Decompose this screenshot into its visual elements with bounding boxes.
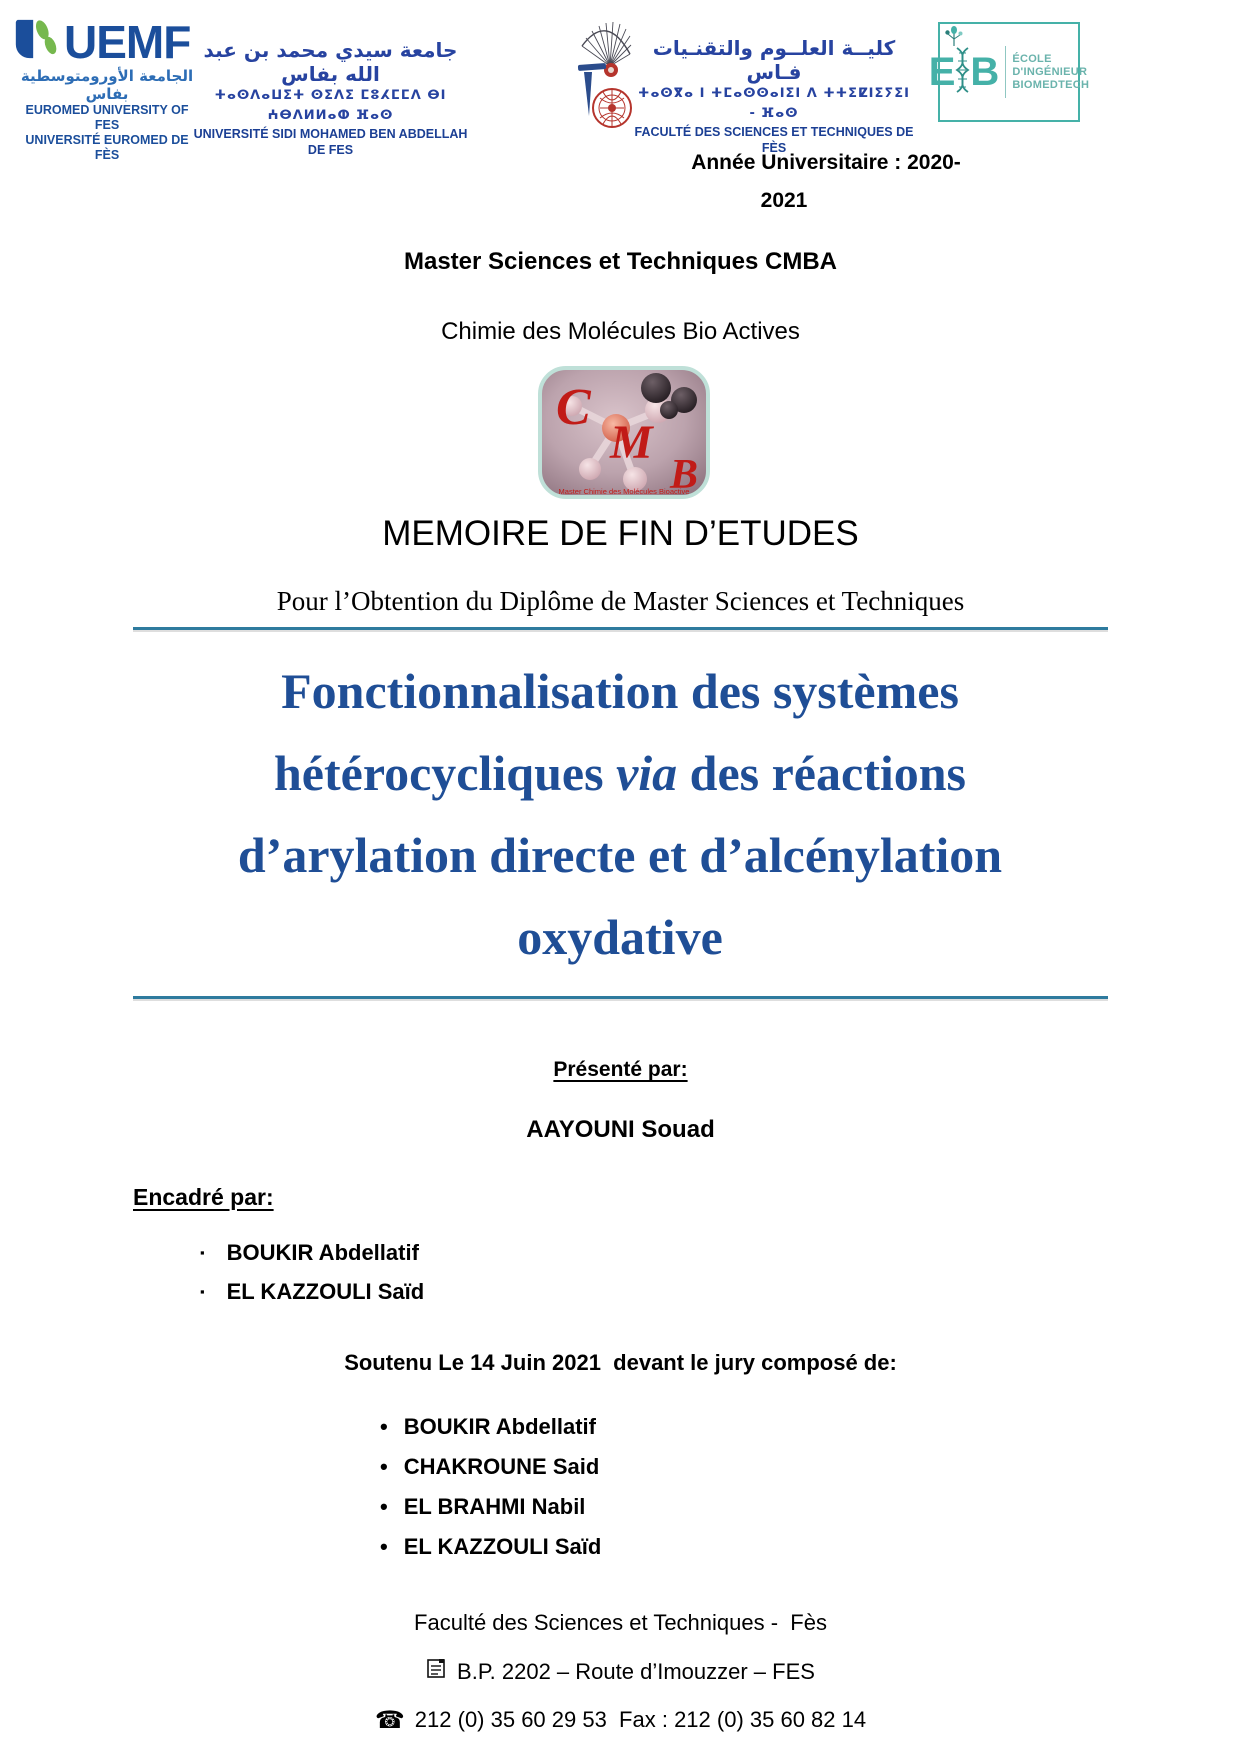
supervised-by-label: Encadré par: bbox=[133, 1184, 274, 1210]
uemf-name-fr: UNIVERSITÉ EUROMED DE FÈS bbox=[25, 133, 189, 162]
round-bullet-icon: • bbox=[380, 1494, 388, 1519]
jury-member-item bbox=[380, 1454, 601, 1480]
supervisor-name: EL KAZZOULI Saïd bbox=[226, 1279, 425, 1304]
diploma-subheading: Pour l’Obtention du Diplôme de Master Sciences et Techniques bbox=[276, 586, 965, 616]
cmb-letter-c: C bbox=[556, 379, 591, 436]
eib-dna-icon bbox=[955, 47, 970, 98]
separator-rule-bottom bbox=[133, 996, 1108, 999]
separator-rule-top bbox=[133, 627, 1108, 630]
round-bullet-icon: • bbox=[380, 1534, 388, 1559]
uemf-arabic-name: الجامعة الأورومتوسطية بفاس bbox=[20, 67, 194, 103]
jury-member-item bbox=[380, 1494, 601, 1520]
uemf-name-en: EUROMED UNIVERSITY OF FES bbox=[25, 103, 189, 132]
defense-statement: Soutenu Le 14 Juin 2021 devant le jury composé de: bbox=[344, 1350, 897, 1375]
jury-member-name: EL BRAHMI Nabil bbox=[403, 1494, 586, 1519]
cmb-letter-m: M bbox=[610, 416, 653, 469]
cmb-caption: Master Chimie des Molécules Bioactive bbox=[558, 487, 690, 496]
eib-logo-block bbox=[928, 22, 1090, 122]
eib-school-line3: BIOMEDTECH bbox=[1012, 78, 1090, 91]
usmba-seal-icon bbox=[572, 20, 632, 132]
cmb-master-logo bbox=[538, 366, 710, 499]
eib-school-line2: D'INGÉNIEUR bbox=[1012, 65, 1088, 78]
footer-phone-text: 212 (0) 35 60 29 53 Fax : 212 (0) 35 60 82 14 bbox=[414, 1707, 867, 1732]
fst-block bbox=[634, 36, 914, 156]
phone-icon: ☎ bbox=[374, 1706, 405, 1734]
jury-member-name: EL KAZZOULI Saïd bbox=[403, 1534, 602, 1559]
jury-member-item bbox=[380, 1414, 601, 1440]
thesis-title-line4: oxydative bbox=[517, 909, 723, 965]
footer-address-text: B.P. 2202 – Route d’Imouzzer – FES bbox=[457, 1658, 815, 1684]
thesis-title-line1: Fonctionnalisation des systèmes bbox=[281, 663, 959, 719]
fst-arabic-name: كليــة العلــوم والتقنـيات فـاس bbox=[652, 36, 896, 84]
eib-plant-icon bbox=[943, 25, 965, 52]
uemf-shield-icon bbox=[12, 18, 58, 65]
eib-school-line1: ÉCOLE bbox=[1012, 52, 1052, 65]
eib-letter-b: B bbox=[970, 50, 1000, 94]
thesis-title-line2: hétérocycliques via des réactions bbox=[273, 745, 966, 801]
eib-divider bbox=[1005, 46, 1006, 98]
academic-year bbox=[668, 148, 984, 216]
memoire-heading: MEMOIRE DE FIN D’ETUDES bbox=[382, 514, 859, 553]
usmba-block bbox=[188, 38, 473, 158]
supervisors-list bbox=[200, 1240, 424, 1318]
supervisor-item bbox=[200, 1279, 424, 1305]
footer-institution: Faculté des Sciences et Techniques - Fès bbox=[414, 1610, 827, 1635]
supervisor-item bbox=[200, 1240, 424, 1266]
program-subtitle: Chimie des Molécules Bio Actives bbox=[441, 318, 800, 345]
academic-year-line2: 2021 bbox=[760, 189, 808, 212]
eib-letter-e: E bbox=[928, 50, 956, 94]
usmba-tifinagh-name: ⵜⴰⵙⴷⴰⵡⵉⵜ ⵙⵉⴷⵉ ⵎⵓⵃⵎⵎⴷ ⴱⵏ ⵄⴱⴷⵍⵍⴰⵀ ⴼⴰⵙ bbox=[214, 88, 447, 123]
thesis-title-via-italic: via bbox=[616, 745, 678, 801]
square-bullet-icon: ▪ bbox=[200, 1284, 205, 1299]
jury-member-name: CHAKROUNE Said bbox=[403, 1454, 600, 1479]
footer-phone bbox=[0, 1706, 1241, 1734]
fst-tifinagh-name: ⵜⴰⵙⴳⴰ ⵏ ⵜⵎⴰⵙⵙⴰⵏⵉⵏ ⴷ ⵜⵜⵉⵇⵏⵉⵢⵉⵏ - ⴼⴰⵙ bbox=[638, 86, 910, 121]
usmba-french-name: UNIVERSITÉ SIDI MOHAMED BEN ABDELLAH DE FES bbox=[193, 127, 468, 157]
round-bullet-icon: • bbox=[380, 1454, 388, 1479]
jury-member-name: BOUKIR Abdellatif bbox=[403, 1414, 596, 1439]
candidate-name: AAYOUNI Souad bbox=[526, 1116, 715, 1143]
uemf-acronym: UEMF bbox=[64, 15, 191, 68]
usmba-arabic-name: جامعة سيدي محمد بن عبد الله بفاس bbox=[203, 38, 458, 86]
cmb-letter-b: B bbox=[670, 452, 699, 498]
round-bullet-icon: • bbox=[380, 1414, 388, 1439]
academic-year-line1: Année Universitaire : 2020- bbox=[691, 151, 961, 174]
square-bullet-icon: ▪ bbox=[200, 1245, 205, 1260]
thesis-title-line3: d’arylation directe et d’alcénylation bbox=[237, 827, 1003, 883]
supervisor-name: BOUKIR Abdellatif bbox=[226, 1240, 419, 1265]
jury-list bbox=[380, 1414, 601, 1574]
master-program: Master Sciences et Techniques CMBA bbox=[403, 248, 838, 275]
thesis-title bbox=[65, 650, 1175, 978]
footer-address bbox=[0, 1658, 1241, 1685]
letter-icon bbox=[426, 1658, 447, 1685]
uemf-logo-block bbox=[12, 15, 202, 163]
presented-by-label: Présenté par: bbox=[553, 1058, 688, 1081]
jury-member-item bbox=[380, 1534, 601, 1560]
fst-french-name: FACULTÉ DES SCIENCES ET TECHNIQUES DE FÈS bbox=[634, 125, 914, 155]
